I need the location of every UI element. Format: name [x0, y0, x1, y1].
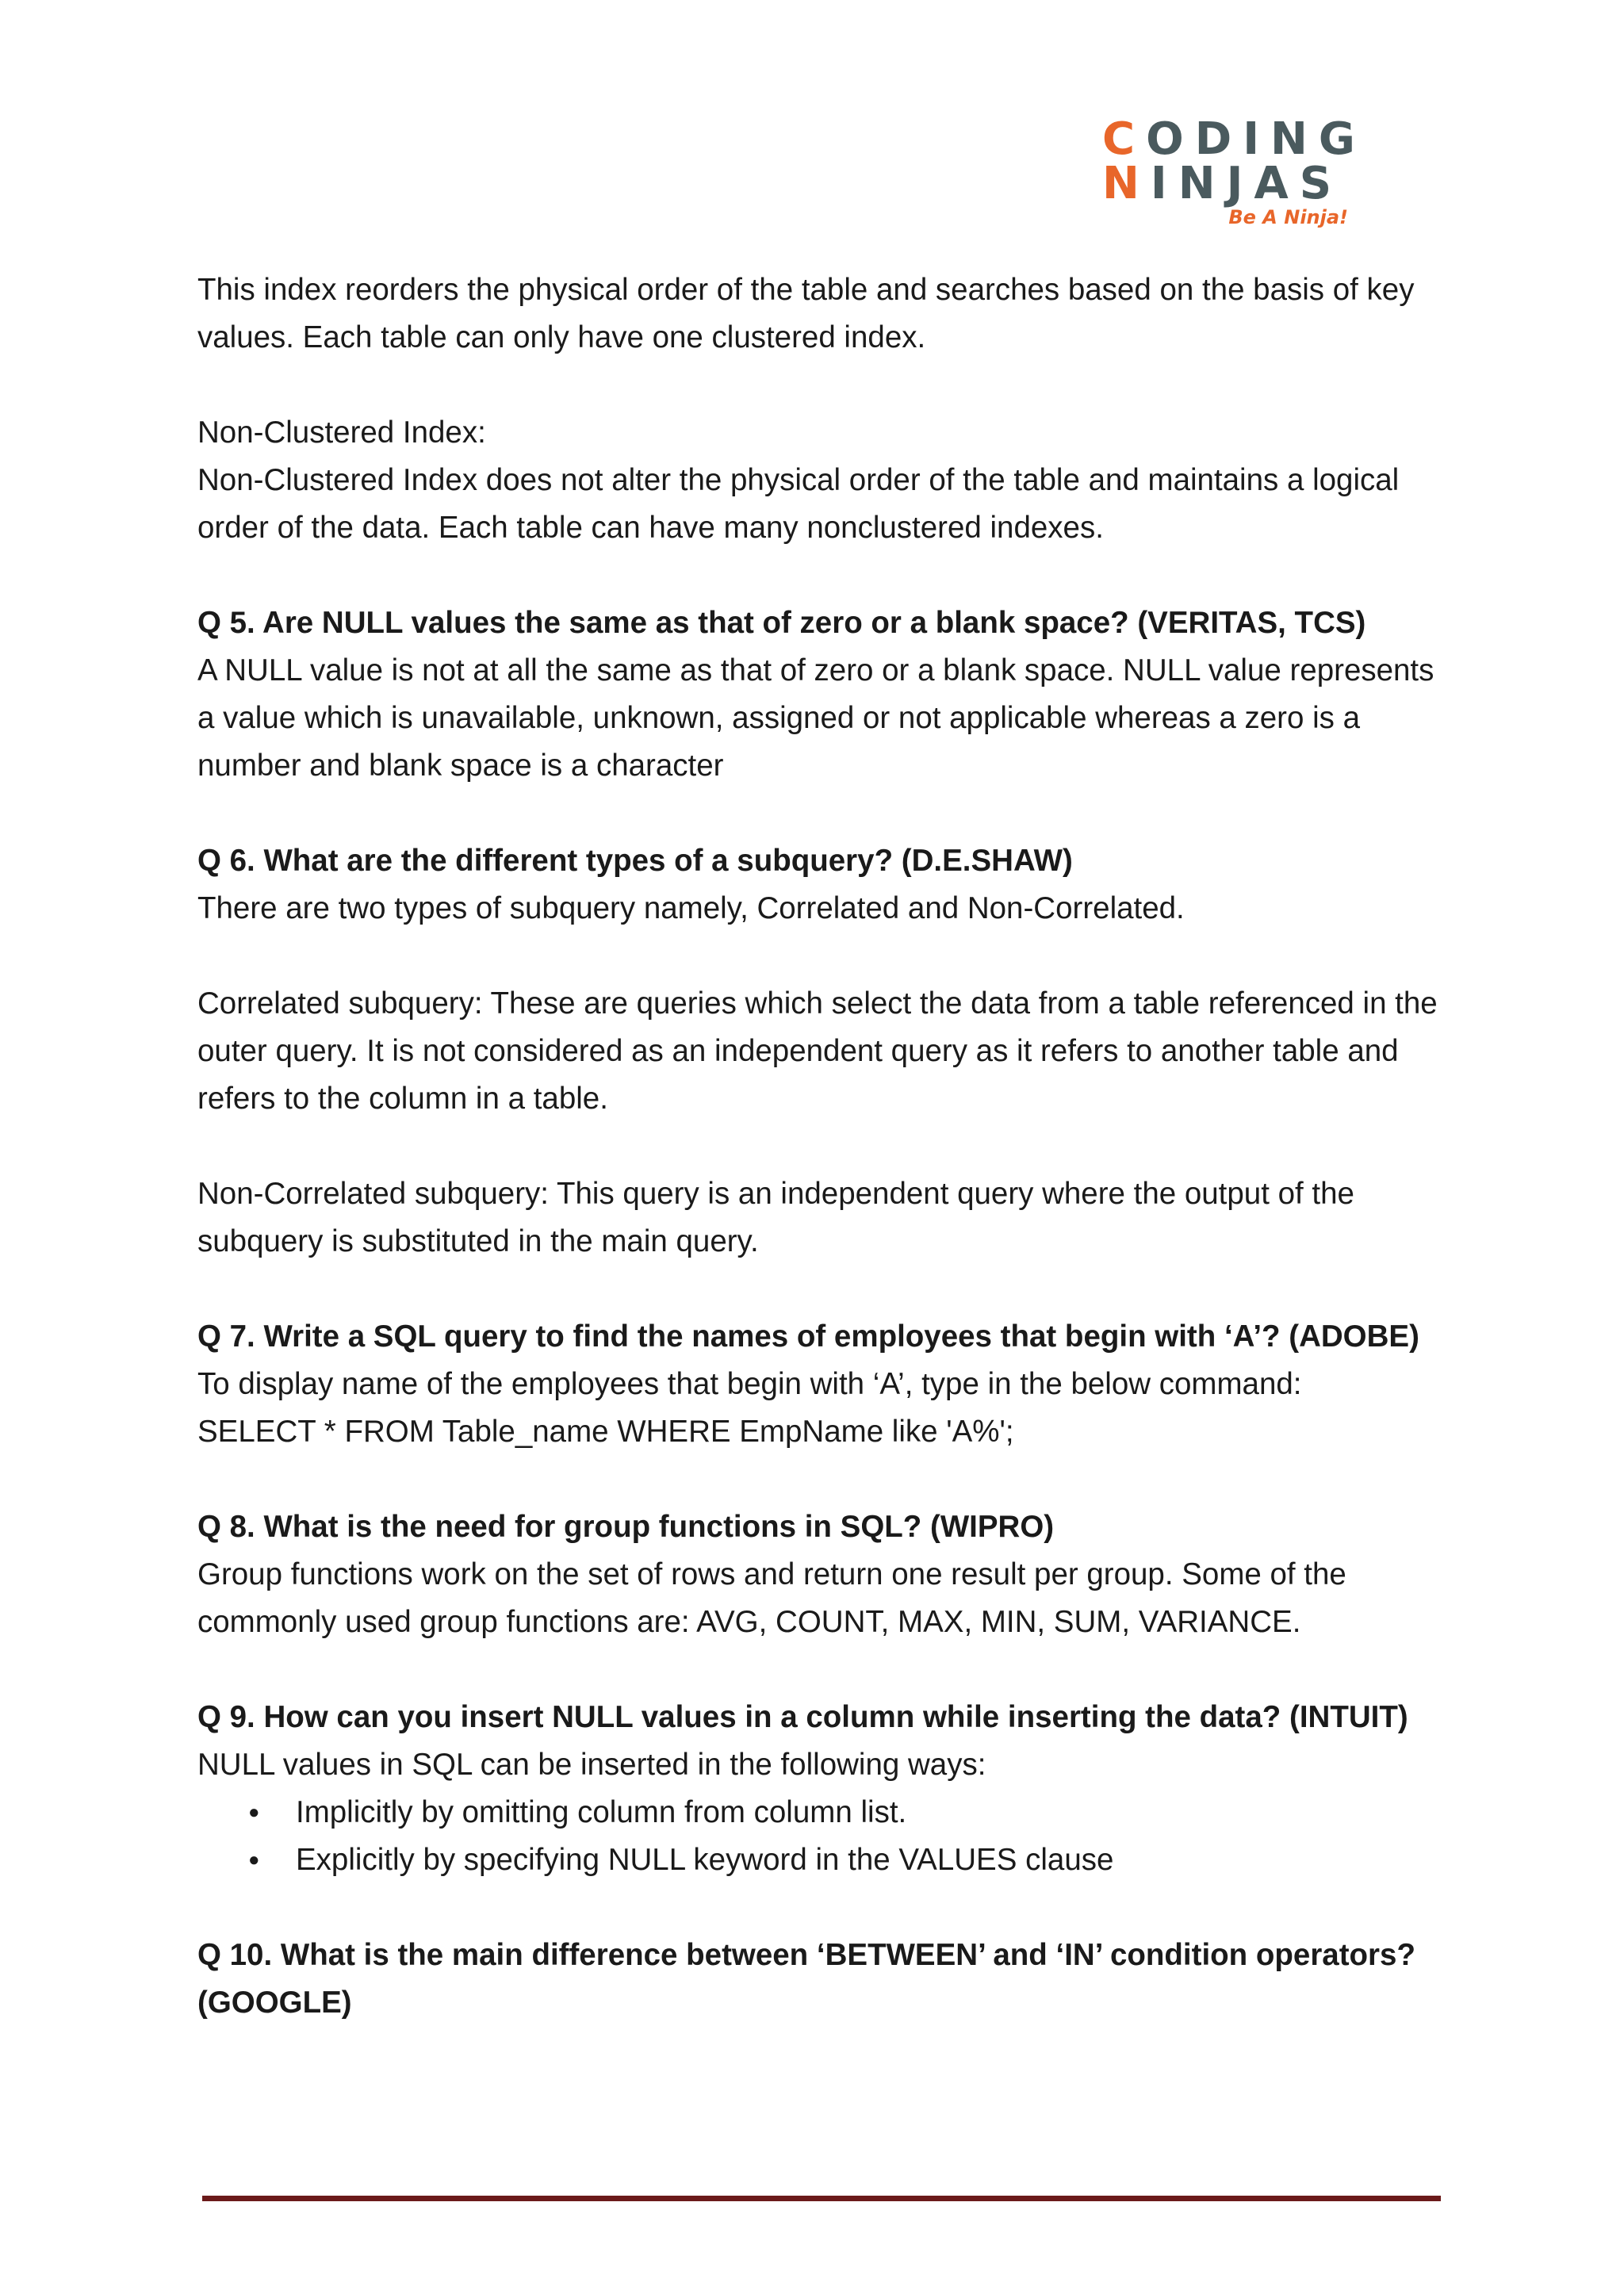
question-6: Q 6. What are the different types of a subquery? (D.E.SHAW) — [197, 844, 1073, 878]
spacer — [197, 933, 1442, 980]
list-item: ● Explicitly by specifying NULL keyword in the VALUES clause — [197, 1836, 1442, 1884]
clustered-index-text: This index reorders the physical order of the table and searches based on the basis of key values. Each table can only have one clustered index. — [197, 273, 1415, 354]
spacer — [197, 552, 1442, 599]
logo-word-oding: ODING — [1146, 113, 1366, 165]
document-body — [197, 266, 1442, 2027]
answer-5: A NULL value is not at all the same as that of zero or a blank space. NULL value represents a value which is unavailable, unknown, assigned or not applicable whereas a zero is a number and blank space is a character — [197, 653, 1434, 783]
logo-row-ninjas — [1102, 158, 1343, 209]
logo-letter-n: N — [1102, 158, 1151, 209]
answer-7-sql: SELECT * FROM Table_name WHERE EmpName like 'A%'; — [197, 1415, 1014, 1449]
logo-tagline: Be A Ninja! — [1228, 206, 1348, 228]
question-5: Q 5. Are NULL values the same as that of zero or a blank space? (VERITAS, TCS) — [197, 606, 1366, 640]
footer-divider — [202, 2196, 1441, 2201]
list-item: ● Implicitly by omitting column from column list. — [197, 1789, 1442, 1836]
question-7: Q 7. Write a SQL query to find the names of employees that begin with ‘A’? (ADOBE) — [197, 1319, 1419, 1354]
spacer — [197, 1456, 1442, 1503]
spacer — [197, 362, 1442, 409]
question-10: Q 10. What is the main difference between ‘BETWEEN’ and ‘IN’ condition operators? (GOOGLE) — [197, 1938, 1415, 2020]
spacer — [197, 1266, 1442, 1313]
spacer — [197, 1123, 1442, 1170]
answer-6-correlated: Correlated subquery: These are queries which select the data from a table referenced in the outer query. It is not considered as an independent query as it refers to another table and refers to the column in a table. — [197, 986, 1438, 1116]
answer-6: There are two types of subquery namely, Correlated and Non-Correlated. — [197, 891, 1185, 925]
spacer — [197, 1646, 1442, 1694]
coding-ninjas-logo — [1102, 113, 1366, 228]
answer-6-noncorrelated: Non-Correlated subquery: This query is an independent query where the output of the subquery is substituted in the main query. — [197, 1177, 1354, 1258]
spacer — [197, 790, 1442, 837]
question-8: Q 8. What is the need for group functions in SQL? (WIPRO) — [197, 1510, 1055, 1544]
answer-8: Group functions work on the set of rows and return one result per group. Some of the commonly used group functions are: AVG, COUNT, MAX, MIN, SUM, VARIANCE. — [197, 1557, 1346, 1639]
question-9: Q 9. How can you insert NULL values in a column while inserting the data? (INTUIT) — [197, 1700, 1408, 1734]
answer-7-line-1: To display name of the employees that begin with ‘A’, type in the below command: — [197, 1367, 1302, 1401]
logo-word-injas: INJAS — [1150, 158, 1343, 209]
answer-9: NULL values in SQL can be inserted in the following ways: — [197, 1748, 986, 1782]
nonclustered-index-title: Non-Clustered Index: — [197, 416, 486, 450]
logo-row-coding — [1102, 113, 1366, 165]
answer-9-list — [197, 1789, 1442, 1884]
logo-letter-c: C — [1102, 113, 1147, 165]
spacer — [197, 1884, 1442, 1932]
nonclustered-index-text: Non-Clustered Index does not alter the physical order of the table and maintains a logical order of the data. Each table can have many nonclustered indexes. — [197, 463, 1400, 545]
